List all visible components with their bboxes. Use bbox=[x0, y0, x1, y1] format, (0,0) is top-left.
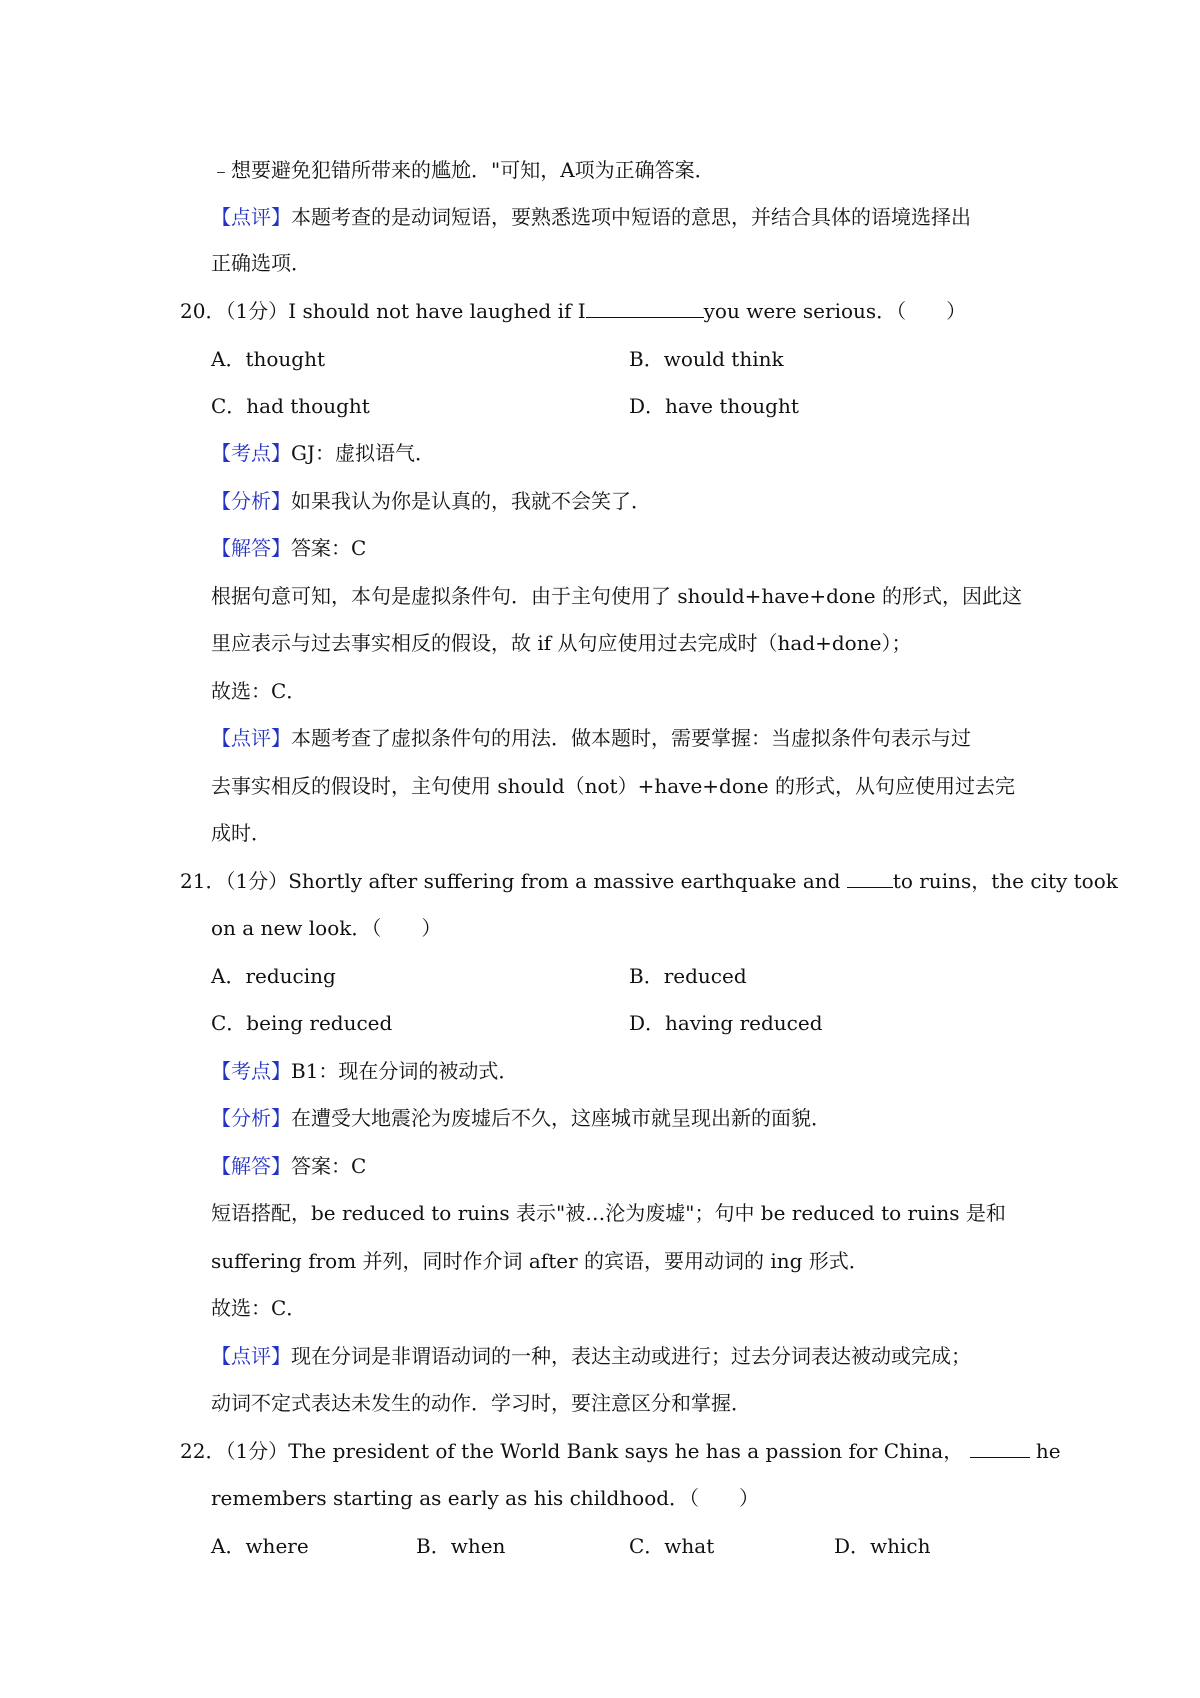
dianping-text: 去事实相反的假设时，主句使用 should（not）+have+done 的形式，从句应使用过去完 bbox=[211, 774, 1015, 798]
explanation-text: 里应表示与过去事实相反的假设，故 if 从句应使用过去完成时（had+done）； bbox=[211, 631, 912, 655]
stem-text: on a new look．（ ） bbox=[211, 916, 442, 940]
option-a: A．where bbox=[211, 1534, 309, 1558]
question-21-options-row-1 bbox=[211, 956, 1024, 996]
q20-dianping-3 bbox=[211, 813, 1024, 853]
dianping-text: 成时． bbox=[211, 821, 271, 845]
q20-dianping-1 bbox=[211, 718, 1024, 758]
option-c: C．what bbox=[629, 1534, 715, 1558]
option-c: C．being reduced bbox=[211, 1011, 393, 1035]
fenxi-text: 如果我认为你是认真的，我就不会笑了． bbox=[291, 489, 651, 513]
q21-explanation-2 bbox=[211, 1241, 1024, 1281]
option-c: C．had thought bbox=[211, 394, 370, 418]
answer-blank bbox=[586, 291, 704, 318]
q20-fenxi bbox=[211, 481, 1024, 521]
kaodian-text: B1：现在分词的被动式． bbox=[291, 1059, 519, 1083]
q20-kaodian bbox=[211, 433, 1024, 473]
question-21-options-row-2 bbox=[211, 1003, 1024, 1043]
question-score: （1分） bbox=[225, 1439, 289, 1463]
review-tag: 【点评】 bbox=[211, 205, 291, 229]
jieda-tag: 【解答】 bbox=[211, 536, 291, 560]
question-22-stem-2 bbox=[211, 1478, 1024, 1518]
q21-dianping-2 bbox=[211, 1383, 1024, 1423]
q20-dianping-2 bbox=[211, 766, 1024, 806]
jieda-text: 答案：C bbox=[291, 1154, 367, 1178]
dianping-text: 动词不定式表达未发生的动作．学习时，要注意区分和掌握． bbox=[211, 1391, 751, 1415]
question-score: （1分） bbox=[225, 299, 289, 323]
stem-text: to ruins，the city took bbox=[892, 869, 1118, 893]
question-number: 20． bbox=[180, 299, 226, 323]
fenxi-text: 在遭受大地震沦为废墟后不久，这座城市就呈现出新的面貌． bbox=[291, 1106, 831, 1130]
answer-blank bbox=[970, 1431, 1030, 1458]
option-b: B．reduced bbox=[629, 964, 747, 988]
stem-text: I should not have laughed if I bbox=[288, 299, 586, 323]
jieda-tag: 【解答】 bbox=[211, 1154, 291, 1178]
kaodian-tag: 【考点】 bbox=[211, 1059, 291, 1083]
stem-text: remembers starting as early as his childhood．（ ） bbox=[211, 1486, 760, 1510]
q21-kaodian bbox=[211, 1051, 1024, 1091]
q20-jieda bbox=[211, 528, 1024, 568]
question-21-stem bbox=[180, 861, 1118, 901]
q21-fenxi bbox=[211, 1098, 1024, 1138]
q21-jieda bbox=[211, 1146, 1024, 1186]
dianping-text: 现在分词是非谓语动词的一种，表达主动或进行；过去分词表达被动或完成； bbox=[291, 1344, 971, 1368]
question-22-stem bbox=[180, 1431, 1061, 1471]
review-text: 本题考查的是动词短语，要熟悉选项中短语的意思，并结合具体的语境选择出 bbox=[291, 205, 971, 229]
option-a: A．thought bbox=[211, 347, 326, 371]
q20-explanation-1 bbox=[211, 576, 1024, 616]
question-21-stem-2 bbox=[211, 908, 1024, 948]
explanation-text: 短语搭配，be reduced to ruins 表示"被…沦为废墟"；句中 be reduced to ruins 是和 bbox=[211, 1201, 1006, 1225]
q20-choice bbox=[211, 671, 1024, 711]
question-number: 22． bbox=[180, 1439, 226, 1463]
q21-choice bbox=[211, 1288, 1024, 1328]
stem-text: Shortly after suffering from a massive earthquake and bbox=[288, 869, 841, 893]
option-d: D．have thought bbox=[629, 394, 799, 418]
question-20-options-row-1 bbox=[211, 339, 1024, 379]
kaodian-text: GJ：虚拟语气． bbox=[291, 441, 435, 465]
question-score: （1分） bbox=[225, 869, 289, 893]
question-20-options-row-2 bbox=[211, 386, 1024, 426]
question-number: 21． bbox=[180, 869, 226, 893]
dianping-tag: 【点评】 bbox=[211, 1344, 291, 1368]
option-b: B．would think bbox=[629, 347, 784, 371]
explanation-text: 根据句意可知，本句是虚拟条件句．由于主句使用了 should+have+done 的形式，因此这 bbox=[211, 584, 1022, 608]
prev-review-line-1 bbox=[211, 197, 1024, 237]
choice-text: 故选：C． bbox=[211, 1296, 307, 1320]
choice-text: 故选：C． bbox=[211, 679, 307, 703]
prev-review-line-2 bbox=[211, 243, 1024, 283]
q21-dianping-1 bbox=[211, 1336, 1024, 1376]
stem-text: he bbox=[1035, 1439, 1061, 1463]
dianping-text: 本题考查了虚拟条件句的用法．做本题时，需要掌握：当虚拟条件句表示与过 bbox=[291, 726, 971, 750]
stem-text: The president of the World Bank says he has a passion for China， bbox=[288, 1439, 964, 1463]
answer-blank bbox=[847, 861, 893, 888]
question-22-options bbox=[211, 1526, 1024, 1566]
stem-text: you were serious．（ ） bbox=[703, 299, 967, 323]
fenxi-tag: 【分析】 bbox=[211, 1106, 291, 1130]
q20-explanation-2 bbox=[211, 623, 1024, 663]
kaodian-tag: 【考点】 bbox=[211, 441, 291, 465]
option-d: D．which bbox=[834, 1534, 931, 1558]
q21-explanation-1 bbox=[211, 1193, 1024, 1233]
dianping-tag: 【点评】 bbox=[211, 726, 291, 750]
explanation-text: suffering from 并列，同时作介词 after 的宾语，要用动词的 ing 形式． bbox=[211, 1249, 869, 1273]
fenxi-tag: 【分析】 bbox=[211, 489, 291, 513]
prev-answer-tail bbox=[211, 150, 1024, 190]
prev-tail-text: ﹣想要避免犯错所带来的尴尬．"可知，A项为正确答案． bbox=[211, 158, 715, 182]
jieda-text: 答案：C bbox=[291, 536, 367, 560]
option-a: A．reducing bbox=[211, 964, 336, 988]
question-20-stem bbox=[180, 291, 1024, 331]
option-d: D．having reduced bbox=[629, 1011, 823, 1035]
review-text: 正确选项． bbox=[211, 251, 311, 275]
option-b: B．when bbox=[416, 1534, 506, 1558]
